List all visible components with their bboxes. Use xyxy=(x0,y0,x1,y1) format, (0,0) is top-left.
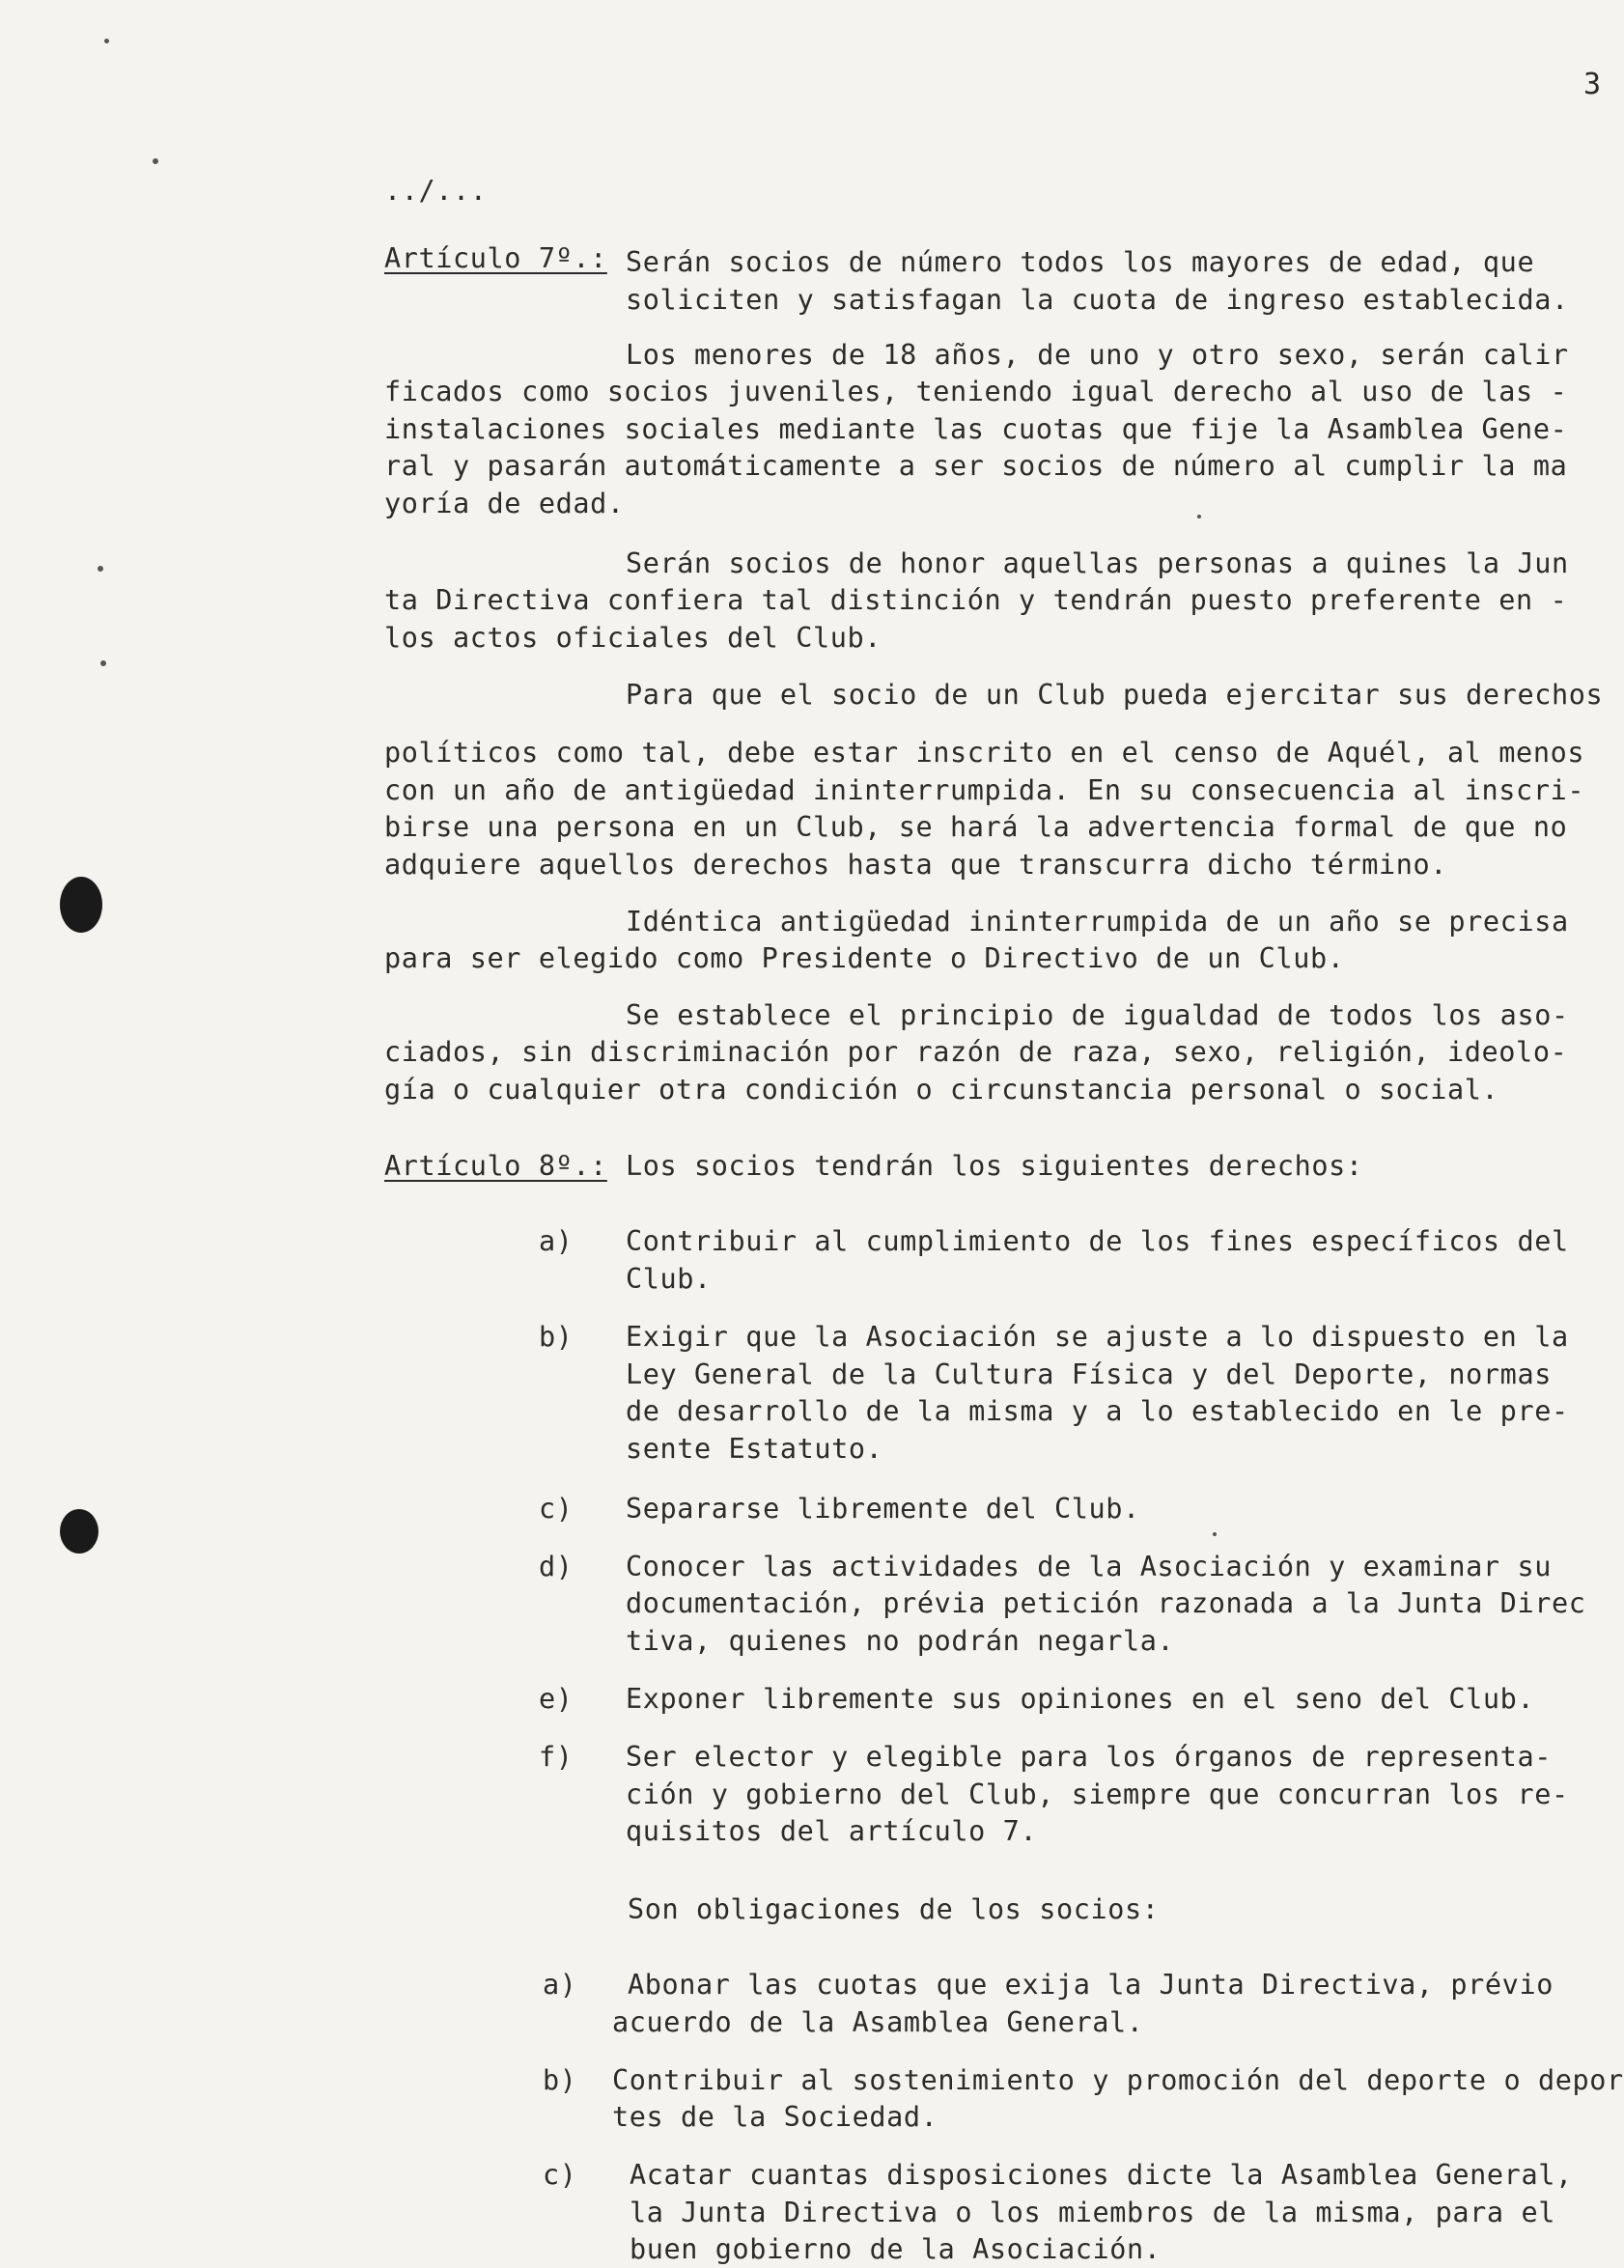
right-line: Separarse libremente del Club. xyxy=(626,1493,1140,1525)
speck xyxy=(100,660,106,666)
art7-p3-line: Serán socios de honor aquellas personas a quines la Jun xyxy=(626,547,1569,579)
right-letter: c) xyxy=(539,1493,574,1525)
speck xyxy=(1213,1532,1217,1536)
article-8-heading: Artículo 8º.: xyxy=(384,1150,607,1182)
page-number: 3 xyxy=(1583,68,1602,101)
obligation-letter: b) xyxy=(543,2064,577,2096)
art7-p4-line: políticos como tal, debe estar inscrito en el censo de Aquél, al menos xyxy=(384,737,1585,769)
art8-intro: Los socios tendrán los siguientes derechos: xyxy=(626,1150,1363,1182)
art7-p6-line: gía o cualquier otra condición o circunstancia personal o social. xyxy=(384,1074,1499,1106)
right-line: Ser elector y elegible para los órganos de representa- xyxy=(626,1741,1552,1773)
right-line: quisitos del artículo 7. xyxy=(626,1815,1038,1847)
obligation-line: buen gobierno de la Asociación. xyxy=(630,2233,1162,2265)
right-letter: b) xyxy=(539,1321,574,1353)
art7-p4-line: birse una persona en un Club, se hará la advertencia formal de que no xyxy=(384,811,1568,843)
right-line: Contribuir al cumplimiento de los fines específicos del xyxy=(626,1225,1569,1257)
right-letter: e) xyxy=(539,1683,574,1715)
continuation-mark: ../... xyxy=(384,175,488,207)
art7-p4-line: con un año de antigüedad ininterrumpida. En su consecuencia al inscri- xyxy=(384,774,1585,806)
right-line: documentación, prévia petición razonada a la Junta Direc xyxy=(626,1587,1586,1619)
obligation-line: Acatar cuantas disposiciones dicte la Asamblea General, xyxy=(630,2159,1573,2191)
obligation-line: Abonar las cuotas que exija la Junta Directiva, prévio xyxy=(628,1969,1554,2001)
speck xyxy=(98,566,103,572)
art7-p5-line: para ser elegido como Presidente o Directivo de un Club. xyxy=(384,942,1345,974)
obligation-line: acuerdo de la Asamblea General. xyxy=(612,2006,1144,2038)
art7-p6-line: ciados, sin discriminación por razón de raza, sexo, religión, ideolo- xyxy=(384,1036,1568,1068)
art7-p3-line: los actos oficiales del Club. xyxy=(384,622,882,654)
right-line: Ley General de la Cultura Física y del Deporte, normas xyxy=(626,1358,1552,1390)
right-letter: f) xyxy=(539,1741,574,1773)
article-7-heading: Artículo 7º.: xyxy=(384,242,607,274)
speck xyxy=(1197,515,1201,518)
art7-p4-line: adquiere aquellos derechos hasta que transcurra dicho término. xyxy=(384,849,1448,881)
art7-p1-line: soliciten y satisfagan la cuota de ingreso establecida. xyxy=(626,284,1569,316)
art7-p2-line: yoría de edad. xyxy=(384,488,625,519)
art7-p2-line: Los menores de 18 años, de uno y otro sexo, serán calir xyxy=(626,339,1569,371)
right-line: ción y gobierno del Club, siempre que concurran los re- xyxy=(626,1778,1569,1810)
obligation-letter: c) xyxy=(543,2159,577,2191)
art7-p2-line: ficados como socios juveniles, teniendo igual derecho al uso de las - xyxy=(384,376,1568,407)
art7-p2-line: instalaciones sociales mediante las cuotas que fije la Asamblea Gene- xyxy=(384,413,1568,445)
right-line: Club. xyxy=(626,1263,712,1295)
right-letter: d) xyxy=(539,1551,574,1582)
art7-p6-line: Se establece el principio de igualdad de todos los aso- xyxy=(626,999,1569,1031)
art7-p4-line: Para que el socio de un Club pueda ejercitar sus derechos xyxy=(626,679,1604,711)
obligation-line: tes de la Sociedad. xyxy=(612,2101,938,2133)
art7-p3-line: ta Directiva confiera tal distinción y tendrán puesto preferente en - xyxy=(384,584,1568,616)
obligation-line: Contribuir al sostenimiento y promoción del deporte o depor xyxy=(612,2064,1624,2096)
art7-p5-line: Idéntica antigüedad ininterrumpida de un año se precisa xyxy=(626,906,1569,938)
art7-p1-line: Serán socios de número todos los mayores de edad, que xyxy=(626,246,1535,278)
speck xyxy=(153,158,158,164)
right-line: de desarrollo de la misma y a lo establecido en le pre- xyxy=(626,1395,1569,1427)
right-line: Conocer las actividades de la Asociación y examinar su xyxy=(626,1551,1552,1582)
right-line: tiva, quienes no podrán negarla. xyxy=(626,1625,1175,1657)
obligation-line: la Junta Directiva o los miembros de la misma, para el xyxy=(630,2197,1555,2228)
obligations-heading: Son obligaciones de los socios: xyxy=(628,1893,1160,1925)
binder-hole-mark xyxy=(60,1509,98,1554)
right-line: Exigir que la Asociación se ajuste a lo dispuesto en la xyxy=(626,1321,1569,1353)
right-line: sente Estatuto. xyxy=(626,1433,883,1465)
obligation-letter: a) xyxy=(543,1969,577,2001)
speck xyxy=(104,39,109,43)
binder-hole-mark xyxy=(60,877,102,933)
right-line: Exponer libremente sus opiniones en el seno del Club. xyxy=(626,1683,1535,1715)
right-letter: a) xyxy=(539,1225,574,1257)
art7-p2-line: ral y pasarán automáticamente a ser socios de número al cumplir la ma xyxy=(384,450,1568,482)
